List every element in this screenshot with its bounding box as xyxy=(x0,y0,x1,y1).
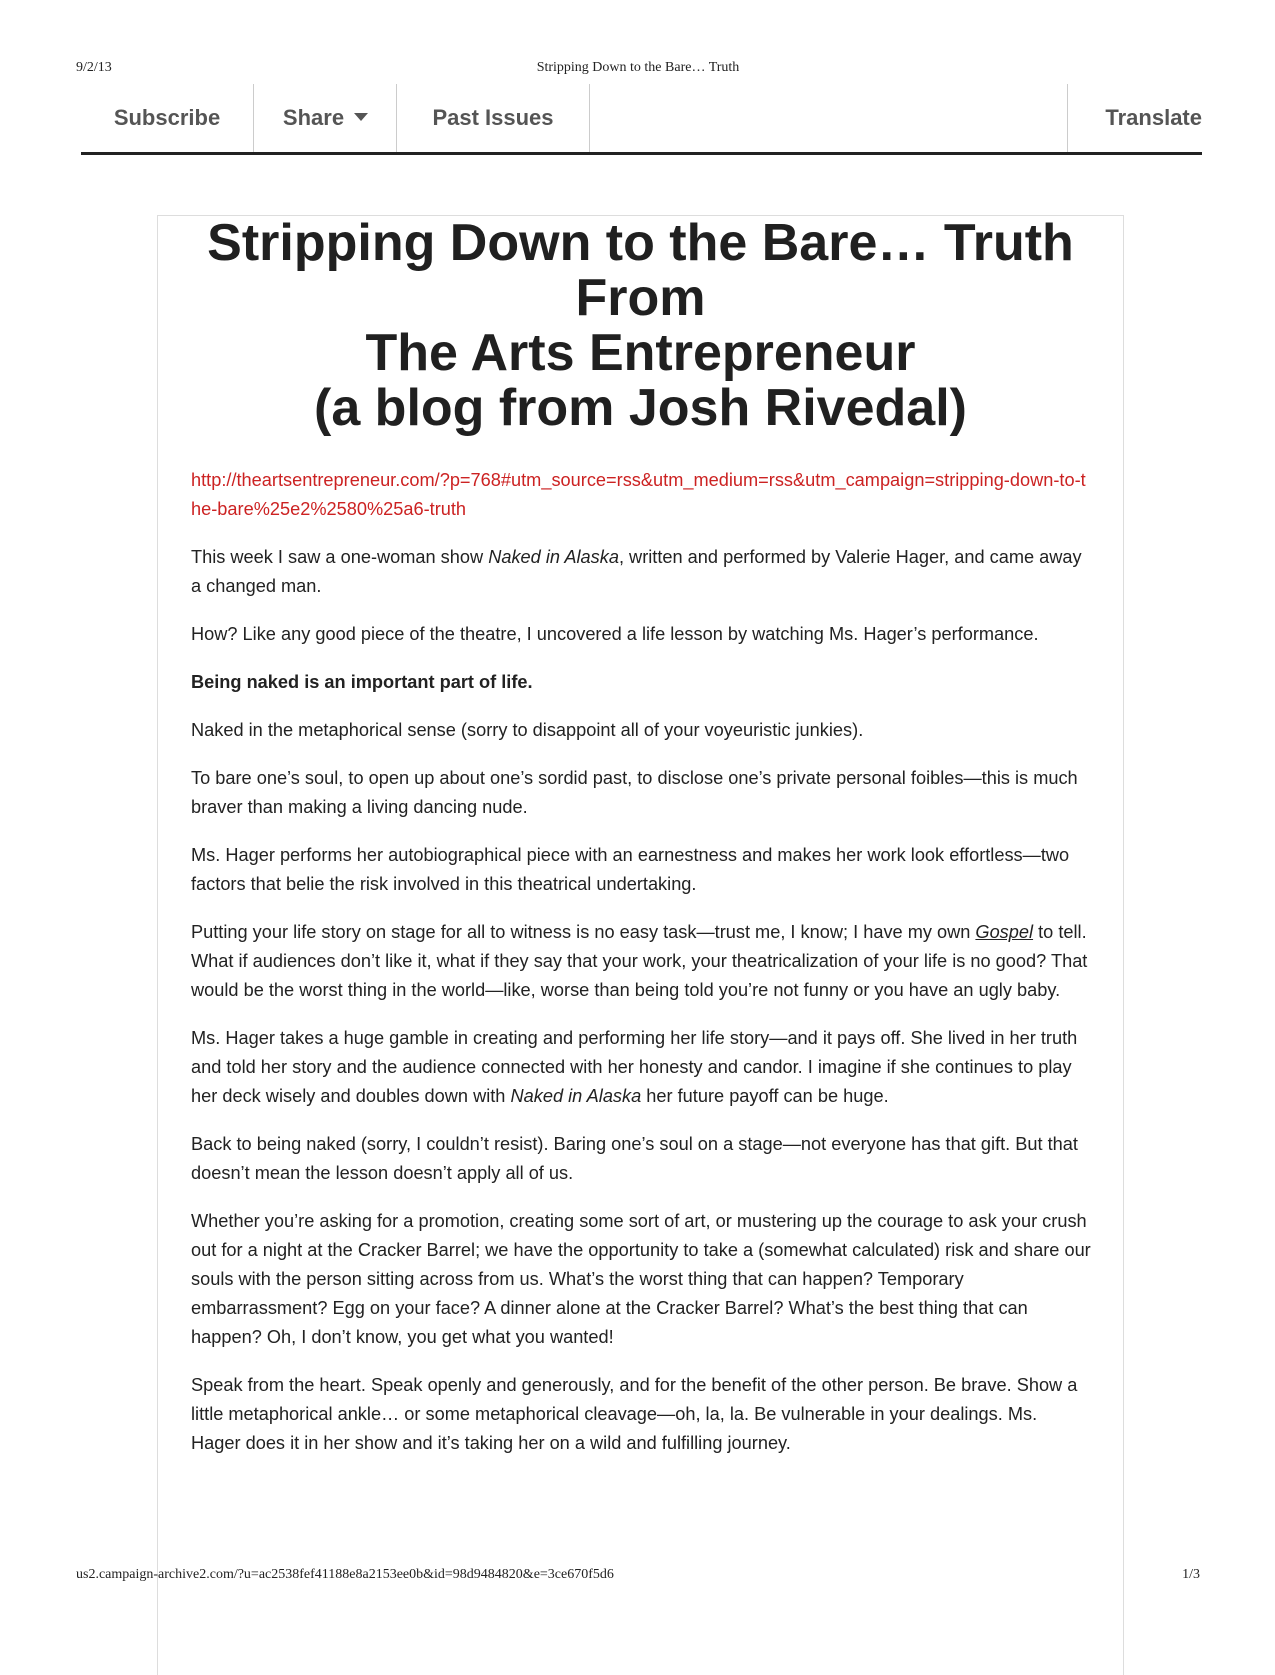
p8-text-c: her future payoff can be huge. xyxy=(641,1086,889,1106)
paragraph-5: To bare one’s soul, to open up about one’s sordid past, to disclose one’s private personal foibles—this is much braver than making a living dancing nude. xyxy=(191,768,1078,817)
p8-text-a: Ms. Hager takes a huge gamble in creating and performing her life story—and it pays off. She lived in her truth and told her story and the audience connected with her honesty and candor. I imagine if she continues to play her deck wisely and doubles down with xyxy=(191,1028,1078,1106)
p1-text-a: This week I saw a one-woman show xyxy=(191,547,489,567)
p7-text-c: to tell. What if audiences don’t like it, what if they say that your work, your theatricalization of your life is no good? That would be the worst thing in the world—like, worse than being told you’re not funny or you have an ugly baby. xyxy=(191,922,1088,1000)
headline-line-4: (a blog from Josh Rivedal) xyxy=(314,379,967,437)
paragraph-6: Ms. Hager performs her autobiographical piece with an earnestness and makes her work look effortless—two factors that belie the risk involved in this theatrical undertaking. xyxy=(191,845,1070,894)
translate-button[interactable] xyxy=(1067,84,1202,152)
print-header xyxy=(76,60,1200,80)
caret-down-icon xyxy=(354,113,368,121)
paragraph-10: Whether you’re asking for a promotion, creating some sort of art, or mustering up the courage to ask your crush out for a night at the Cracker Barrel; we have the opportunity to take a (somewhat calculated) risk and share our souls with the person sitting across from us. What’s the worst thing that can happen? Temporary embarrassment? Egg on your face? A dinner alone at the Cracker Barrel? What’s the best thing that can happen? Oh, I don’t know, you get what you wanted! xyxy=(191,1211,1091,1347)
page-number: 1/3 xyxy=(1182,1567,1200,1582)
article-container xyxy=(157,215,1124,1675)
headline-line-2: From xyxy=(575,269,706,327)
p1-text-c: , written and performed by Valerie Hager, and came away a changed man. xyxy=(191,547,1082,596)
paragraph-9: Back to being naked (sorry, I couldn’t resist). Baring one’s soul on a stage—not everyone has that gift. But that doesn’t mean the lesson doesn’t apply all of us. xyxy=(191,1134,1078,1183)
paragraph-3 xyxy=(191,668,1091,697)
paragraph-2: How? Like any good piece of the theatre, I uncovered a life lesson by watching Ms. Hager’s performance. xyxy=(191,624,1039,644)
paragraph-4: Naked in the metaphorical sense (sorry to disappoint all of your voyeuristic junkies). xyxy=(191,720,864,740)
subscribe-label: Subscribe xyxy=(113,105,221,130)
share-dropdown[interactable] xyxy=(253,84,397,152)
past-issues-button[interactable] xyxy=(396,84,590,152)
print-url: us2.campaign-archive2.com/?u=ac2538fef41188e8a2153ee0b&id=98d9484820&e=3ce670f5d6 xyxy=(76,1567,614,1582)
past-issues-label: Past Issues xyxy=(432,105,554,130)
article-headline xyxy=(158,216,1123,436)
p7-text-a: Putting your life story on stage for all to witness is no easy task—trust me, I know; I have my own xyxy=(191,922,976,942)
top-navbar xyxy=(81,84,1202,155)
print-date: 9/2/13 xyxy=(76,60,112,75)
share-label: Share xyxy=(282,105,345,130)
source-paragraph xyxy=(191,466,1091,524)
paragraph-11: Speak from the heart. Speak openly and generously, and for the benefit of the other person. Be brave. Show a little metaphorical ankle… or some metaphorical cleavage—oh, la, la. Be vulnerable in your dealings. Ms. Hager does it in her show and it’s taking her on a wild and fulfilling journey. xyxy=(191,1375,1078,1453)
p3-bold: Being naked is an important part of life. xyxy=(191,672,533,692)
source-link[interactable]: http://theartsentrepreneur.com/?p=768#utm_source=rss&utm_medium=rss&utm_campaign=stripping-down-to-the-bare%25e2%2580%25a6-truth xyxy=(191,470,1086,519)
print-footer xyxy=(76,1567,1200,1587)
subscribe-button[interactable] xyxy=(81,84,253,152)
paragraph-1 xyxy=(191,543,1091,601)
paragraph-7 xyxy=(191,918,1091,1005)
p8-show-title: Naked in Alaska xyxy=(510,1086,642,1106)
translate-label: Translate xyxy=(1105,105,1202,130)
article-body xyxy=(191,466,1091,1477)
p1-show-title: Naked in Alaska xyxy=(488,547,619,567)
headline-line-3: The Arts Entrepreneur xyxy=(365,324,916,382)
print-title: Stripping Down to the Bare… Truth xyxy=(536,60,740,75)
gospel-link[interactable]: Gospel xyxy=(975,922,1034,942)
paragraph-8 xyxy=(191,1024,1091,1111)
headline-line-1: Stripping Down to the Bare… Truth xyxy=(207,214,1074,272)
